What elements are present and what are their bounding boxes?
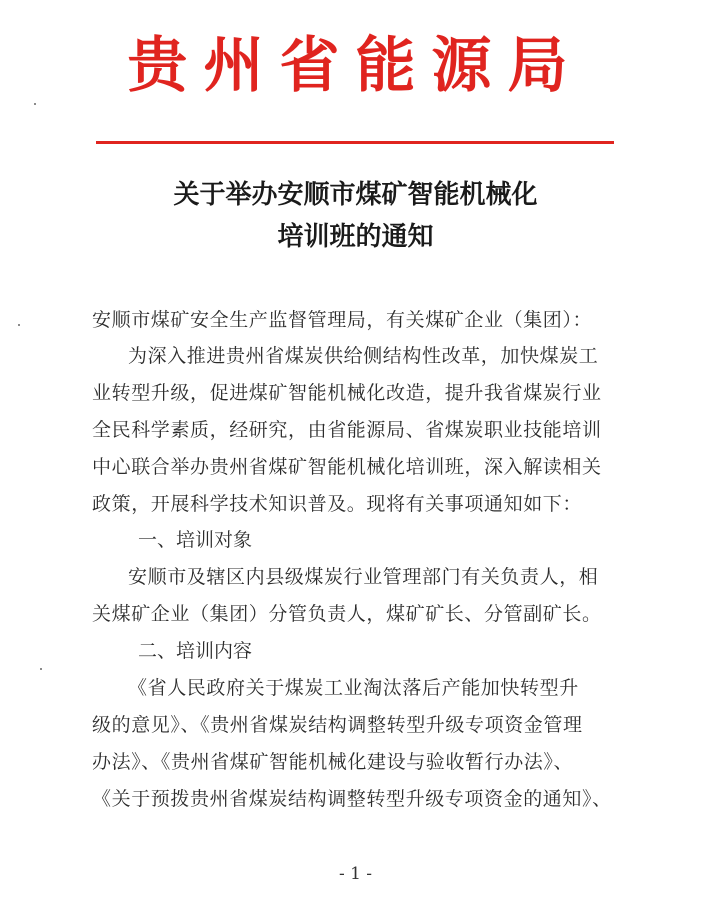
section-2-line: 《省人民政府关于煤炭工业淘汰落后产能加快转型升 xyxy=(128,677,579,699)
issuer-header: 贵州省能源局 xyxy=(127,31,584,101)
intro-paragraph-line: 全民科学素质，经研究，由省能源局、省煤炭职业技能培训 xyxy=(92,419,602,441)
intro-paragraph-line: 为深入推进贵州省煤炭供给侧结构性改革，加快煤炭工 xyxy=(128,345,599,367)
red-divider-rule xyxy=(96,141,614,144)
section-1-line: 安顺市及辖区内县级煤炭行业管理部门有关负责人，相 xyxy=(128,566,599,588)
scan-speck xyxy=(40,668,42,670)
section-1-line: 关煤矿企业（集团）分管负责人，煤矿矿长、分管副矿长。 xyxy=(92,603,602,625)
section-2-line: 级的意见》、《贵州省煤炭结构调整转型升级专项资金管理 xyxy=(92,714,583,736)
intro-paragraph-line: 政策，开展科学技术知识普及。现将有关事项通知如下： xyxy=(92,493,583,515)
intro-paragraph-line: 业转型升级，促进煤矿智能机械化改造，提升我省煤炭行业 xyxy=(92,382,602,404)
section-heading-training-targets: 一、培训对象 xyxy=(138,529,253,551)
document-title-line-2: 培训班的通知 xyxy=(277,222,434,252)
document-title-line-1: 关于举办安顺市煤矿智能机械化 xyxy=(173,180,538,210)
section-2-line: 《关于预拨贵州省煤炭结构调整转型升级专项资金的通知》、 xyxy=(92,788,612,810)
salutation: 安顺市煤矿安全生产监督管理局，有关煤矿企业（集团）： xyxy=(92,309,593,331)
page-number: - 1 - xyxy=(338,864,373,884)
scan-speck xyxy=(18,324,20,326)
section-heading-training-content: 二、培训内容 xyxy=(138,640,253,662)
scan-speck xyxy=(34,103,36,105)
intro-paragraph-line: 中心联合举办贵州省煤矿智能机械化培训班，深入解读相关 xyxy=(92,456,602,478)
section-2-line: 办法》、《贵州省煤矿智能机械化建设与验收暂行办法》、 xyxy=(92,751,574,773)
